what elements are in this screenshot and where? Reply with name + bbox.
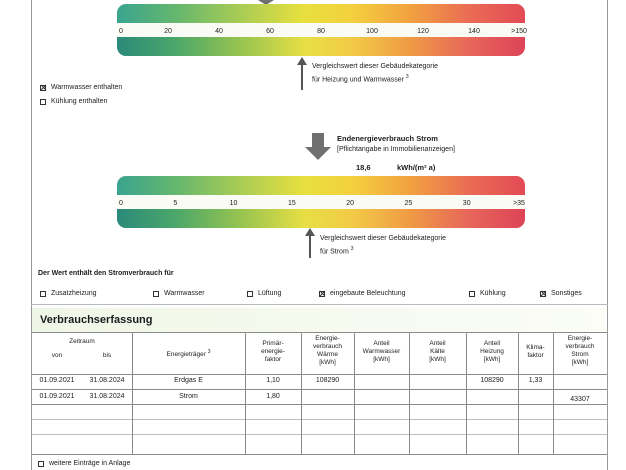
electricity-scale-tick-label: 25 — [404, 200, 413, 207]
heating-scale-tick-label: 140 — [468, 28, 480, 35]
table-cell: 31.08.2024 — [89, 393, 125, 400]
climate-factor-header: Klima- faktor — [526, 344, 545, 359]
section-divider — [31, 304, 608, 305]
table-cell: 1,10 — [266, 377, 280, 384]
table-cell: 1,33 — [528, 377, 543, 384]
table-cell: 43307 — [570, 396, 590, 403]
electricity-subtitle: [Pflichtangabe in Immobilienanzeigen] — [337, 146, 455, 153]
electricity-value-arrow-icon — [305, 133, 331, 160]
to-header: bis — [102, 352, 112, 359]
heating-scale-tick-label: 60 — [266, 28, 274, 35]
electricity-scale-tick-label: 30 — [462, 200, 471, 207]
table-cell: 01.09.2021 — [39, 393, 75, 400]
period-header: Zeitraum — [69, 338, 95, 345]
heating-scale-tick-label: 100 — [366, 28, 378, 35]
electricity-title: Endenergieverbrauch Strom — [337, 134, 438, 143]
electricity-scale-tick-label: 20 — [346, 200, 355, 207]
from-header: von — [51, 352, 63, 359]
electricity-reference-text: Vergleichswert dieser Gebäudekategorie für Strom $^3$ — [320, 235, 447, 256]
electricity-scale-tick-label: 5 — [173, 200, 178, 207]
heating-scale-tick-label: >150 — [511, 28, 527, 35]
heating-scale-tick-label: 0 — [119, 28, 123, 35]
table-cell: 1,80 — [266, 393, 280, 400]
checkbox-cooling-included[interactable]: Kühlung enthalten — [40, 98, 107, 105]
power-consumption-header: Energie- verbrauch Strom [kWh] — [565, 335, 595, 366]
checkbox-box — [40, 85, 46, 91]
checkbox-box — [40, 99, 46, 105]
contains-heading: Der Wert enthält den Stromverbrauch für — [38, 270, 174, 277]
table-cell: 31.08.2024 — [89, 377, 125, 384]
electricity-reference-arrow-icon — [305, 228, 315, 258]
heating-scale-tick-label: 80 — [317, 28, 325, 35]
checkbox-other[interactable]: Sonstiges — [540, 290, 582, 297]
table-cell: 108290 — [315, 377, 340, 384]
electricity-unit: kWh/(m² a) — [397, 163, 436, 172]
electricity-value: 18,6 — [356, 163, 371, 172]
page-frame-right — [607, 0, 608, 470]
checkbox-more-entries[interactable]: weitere Einträge in Anlage — [38, 460, 130, 467]
electricity-scale-tick-label: 15 — [287, 200, 296, 207]
primary-factor-header: Primär- energie- faktor — [261, 340, 285, 363]
heating-scale-tick-label: 40 — [215, 28, 223, 35]
heating-scale-tick-label: 20 — [164, 28, 172, 35]
heat-consumption-header: Energie- verbrauch Wärme [kWh] — [313, 335, 342, 366]
carrier-header: Energieträger $^3$ — [166, 349, 211, 359]
heating-scale-tick-label: 120 — [417, 28, 429, 35]
consumption-section-title: Verbrauchserfassung — [32, 308, 606, 332]
table-cell: 01.09.2021 — [39, 377, 75, 384]
checkbox-additional-heating[interactable]: Zusatzheizung — [40, 290, 97, 297]
electricity-scale-tick-label: 10 — [229, 200, 238, 207]
table-cell: Erdgas E — [174, 377, 203, 384]
checkbox-cooling[interactable]: Kühlung — [469, 290, 506, 297]
heating-reference-arrow-icon — [297, 57, 307, 90]
heating-reference-text: Vergleichswert dieser Gebäudekategorie für Heizung und Warmwasser $^3$ — [312, 63, 439, 84]
hot-water-share-header: Anteil Warmwasser [kWh] — [362, 340, 401, 363]
checkbox-hot-water[interactable]: Warmwasser — [153, 290, 205, 297]
table-cell: Strom — [179, 393, 198, 400]
table-cell: 108290 — [480, 377, 504, 384]
checkbox-hot-water-included[interactable]: Warmwasser enthalten — [40, 84, 122, 91]
checkbox-ventilation[interactable]: Lüftung — [247, 290, 281, 297]
heating-share-header: Anteil Heizung [kWh] — [480, 340, 504, 363]
electricity-scale-tick-label: 0 — [119, 200, 123, 207]
cooling-share-header: Anteil Kälte [kWh] — [429, 340, 446, 363]
checkbox-built-in-lighting[interactable]: eingebaute Beleuchtung — [319, 290, 406, 297]
electricity-scale-tick-label: >35 — [513, 200, 525, 207]
